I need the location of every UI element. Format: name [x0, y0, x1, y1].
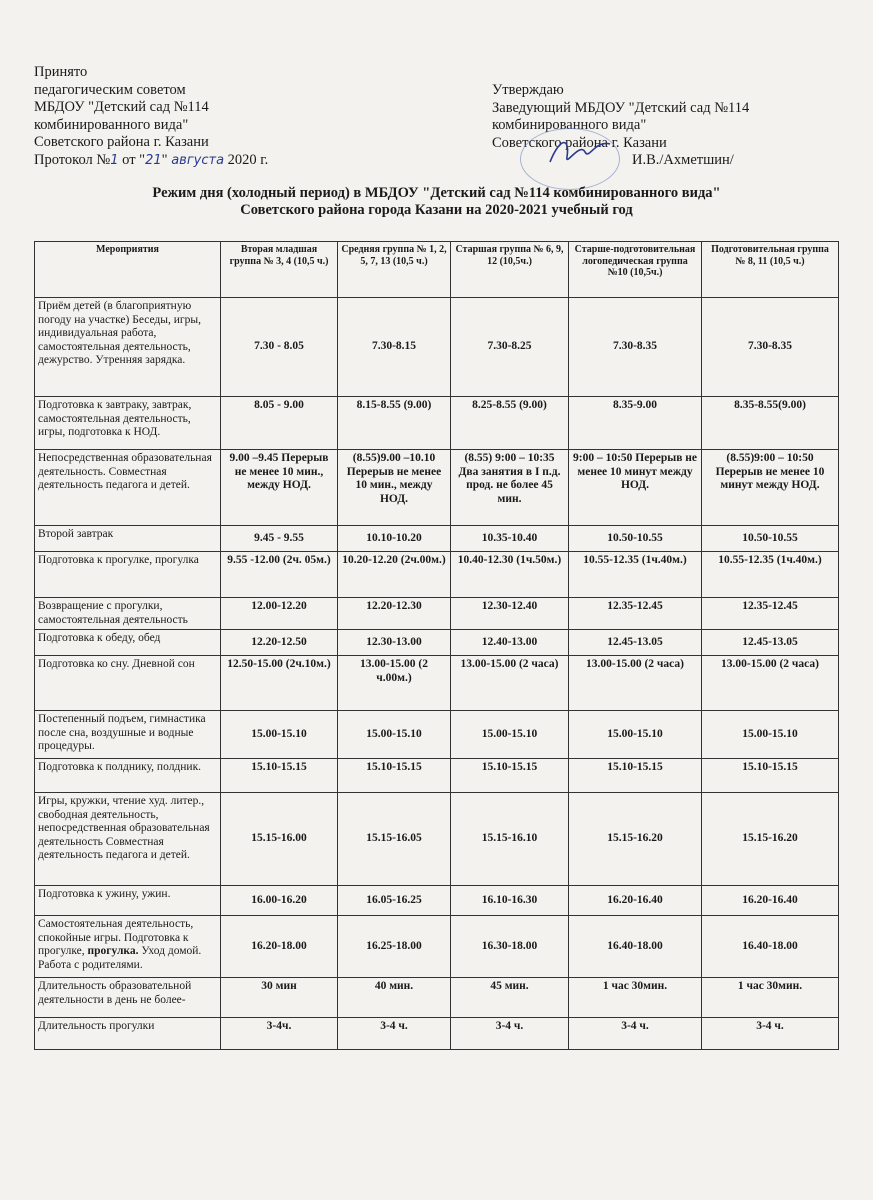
- time-cell: 7.30-8.35: [569, 298, 702, 397]
- table-row: [35, 759, 839, 793]
- activity-cell: Непосредственная образовательная деятельность. Совместная деятельность педагога и детей.: [35, 450, 221, 526]
- time-cell: 10.40-12.30 (1ч.50м.): [451, 552, 569, 598]
- table-row: [35, 793, 839, 886]
- header-group: Старшая группа № 6, 9, 12 (10,5ч.): [451, 242, 569, 298]
- time-cell: 3-4ч.: [221, 1018, 338, 1050]
- table-row: [35, 552, 839, 598]
- time-cell: 15.00-15.10: [221, 711, 338, 759]
- time-cell: 16.20-18.00: [221, 916, 338, 978]
- table-row: [35, 916, 839, 978]
- time-cell: 15.00-15.10: [451, 711, 569, 759]
- time-cell: 15.10-15.15: [702, 759, 839, 793]
- time-cell: 12.35-12.45: [702, 598, 839, 630]
- confirm-line: Утверждаю: [492, 82, 564, 98]
- activity-cell: Подготовка к завтраку, завтрак, самостоятельная деятельность, игры, подготовка к НОД.: [35, 397, 221, 450]
- time-cell: 13.00-15.00 (2 часа): [451, 656, 569, 711]
- activity-cell: Игры, кружки, чтение худ. литер., свободная деятельность, непосредственная образовательная деятельность Совместная деятельность педагога и детей.: [35, 793, 221, 886]
- time-cell: 16.30-18.00: [451, 916, 569, 978]
- activity-cell: Постепенный подъем, гимнастика после сна, воздушные и водные процедуры.: [35, 711, 221, 759]
- header-group: Средняя группа № 1, 2, 5, 7, 13 (10,5 ч.): [338, 242, 451, 298]
- confirm-line: Заведующий МБДОУ "Детский сад №114: [492, 99, 750, 116]
- time-cell: 8.35-8.55(9.00): [702, 397, 839, 450]
- time-cell: 1 час 30мин.: [702, 978, 839, 1018]
- activity-cell: Подготовка к прогулке, прогулка: [35, 552, 221, 598]
- activity-cell: Приём детей (в благоприятную погоду на участке) Беседы, игры, индивидуальная работа, самостоятельная деятельность, дежурство. Утренняя зарядка.: [35, 298, 221, 397]
- time-cell: 30 мин: [221, 978, 338, 1018]
- table-header-row: [35, 242, 839, 298]
- time-cell: 10.55-12.35 (1ч.40м.): [569, 552, 702, 598]
- time-cell: 16.40-18.00: [702, 916, 839, 978]
- time-cell: 15.00-15.10: [702, 711, 839, 759]
- table-row: [35, 656, 839, 711]
- protocol-month: августа: [171, 152, 225, 168]
- schedule-table: [34, 241, 839, 1050]
- time-cell: 12.40-13.00: [451, 630, 569, 656]
- table-row: [35, 598, 839, 630]
- time-cell: 3-4 ч.: [569, 1018, 702, 1050]
- time-cell: 10.20-12.20 (2ч.00м.): [338, 552, 451, 598]
- time-cell: 9:00 – 10:50 Перерыв не менее 10 минут между НОД.: [569, 450, 702, 526]
- activity-cell: Возвращение с прогулки, самостоятельная деятельность: [35, 598, 221, 630]
- time-cell: 8.25-8.55 (9.00): [451, 397, 569, 450]
- time-cell: 10.55-12.35 (1ч.40м.): [702, 552, 839, 598]
- time-cell: 12.30-13.00: [338, 630, 451, 656]
- time-cell: 9.00 –9.45 Перерыв не менее 10 мин., между НОД.: [221, 450, 338, 526]
- table-row: [35, 711, 839, 759]
- activity-cell: Второй завтрак: [35, 526, 221, 552]
- approval-line: комбинированного вида": [34, 116, 189, 133]
- time-cell: 16.25-18.00: [338, 916, 451, 978]
- time-cell: 7.30-8.35: [702, 298, 839, 397]
- time-cell: 15.15-16.00: [221, 793, 338, 886]
- activity-cell: Подготовка к полднику, полдник.: [35, 759, 221, 793]
- time-cell: 7.30 - 8.05: [221, 298, 338, 397]
- time-cell: 8.05 - 9.00: [221, 397, 338, 450]
- time-cell: 1 час 30мин.: [569, 978, 702, 1018]
- time-cell: (8.55)9:00 – 10:50 Перерыв не менее 10 минут между НОД.: [702, 450, 839, 526]
- table-row: [35, 298, 839, 397]
- title-line-2: Советского района города Казани на 2020-2021 учебный год: [240, 202, 633, 218]
- time-cell: 13.00-15.00 (2 ч.00м.): [338, 656, 451, 711]
- approval-line: МБДОУ "Детский сад №114: [34, 99, 209, 115]
- table-row: [35, 886, 839, 916]
- time-cell: 10.35-10.40: [451, 526, 569, 552]
- time-cell: 9.55 -12.00 (2ч. 05м.): [221, 552, 338, 598]
- time-cell: (8.55)9.00 –10.10 Перерыв не менее 10 мин., между НОД.: [338, 450, 451, 526]
- approval-line: педагогическим советом: [34, 81, 186, 98]
- approval-line: Принято: [34, 64, 88, 80]
- time-cell: 15.15-16.05: [338, 793, 451, 886]
- time-cell: 13.00-15.00 (2 часа): [569, 656, 702, 711]
- time-cell: 12.35-12.45: [569, 598, 702, 630]
- page-title: [0, 185, 873, 219]
- time-cell: 15.10-15.15: [569, 759, 702, 793]
- time-cell: (8.55) 9:00 – 10:35 Два занятия в I п.д. прод. не более 45 мин.: [451, 450, 569, 526]
- time-cell: 12.50-15.00 (2ч.10м.): [221, 656, 338, 711]
- protocol-line: Протокол №1 от "21" августа 2020 г.: [34, 151, 269, 168]
- approval-line: Советского района г. Казани: [34, 134, 209, 150]
- activity-cell: Подготовка к ужину, ужин.: [35, 886, 221, 916]
- header-group: Вторая младшая группа № 3, 4 (10,5 ч.): [221, 242, 338, 298]
- table-row: [35, 397, 839, 450]
- time-cell: 16.40-18.00: [569, 916, 702, 978]
- table-row: [35, 526, 839, 552]
- table-row: [35, 1018, 839, 1050]
- time-cell: 12.20-12.30: [338, 598, 451, 630]
- signature-name: И.В./Ахметшин/: [632, 152, 734, 168]
- table-row: [35, 630, 839, 656]
- time-cell: 13.00-15.00 (2 часа): [702, 656, 839, 711]
- time-cell: 16.05-16.25: [338, 886, 451, 916]
- title-line-1: Режим дня (холодный период) в МБДОУ "Детский сад №114 комбинированного вида": [152, 185, 721, 201]
- time-cell: 9.45 - 9.55: [221, 526, 338, 552]
- time-cell: 16.20-16.40: [569, 886, 702, 916]
- table-row: [35, 450, 839, 526]
- time-cell: 45 мин.: [451, 978, 569, 1018]
- table-row: [35, 978, 839, 1018]
- time-cell: 12.45-13.05: [702, 630, 839, 656]
- time-cell: 40 мин.: [338, 978, 451, 1018]
- activity-cell: Подготовка к обеду, обед: [35, 630, 221, 656]
- protocol-number: 1: [110, 152, 119, 168]
- time-cell: 3-4 ч.: [338, 1018, 451, 1050]
- approval-block: [34, 64, 334, 169]
- time-cell: 15.10-15.15: [338, 759, 451, 793]
- time-cell: 10.50-10.55: [702, 526, 839, 552]
- time-cell: 15.10-15.15: [221, 759, 338, 793]
- time-cell: 8.15-8.55 (9.00): [338, 397, 451, 450]
- time-cell: 8.35-9.00: [569, 397, 702, 450]
- time-cell: 15.15-16.10: [451, 793, 569, 886]
- time-cell: 12.20-12.50: [221, 630, 338, 656]
- activity-cell: Длительность прогулки: [35, 1018, 221, 1050]
- time-cell: 15.15-16.20: [702, 793, 839, 886]
- activity-cell: Подготовка ко сну. Дневной сон: [35, 656, 221, 711]
- header-group: Подготовительная группа № 8, 11 (10,5 ч.): [702, 242, 839, 298]
- time-cell: 12.00-12.20: [221, 598, 338, 630]
- activity-cell: Длительность образовательной деятельности в день не более-: [35, 978, 221, 1018]
- time-cell: 15.10-15.15: [451, 759, 569, 793]
- time-cell: 16.20-16.40: [702, 886, 839, 916]
- confirm-line: комбинированного вида": [492, 117, 647, 133]
- header-group: Старше-подготовительная логопедическая группа №10 (10,5ч.): [569, 242, 702, 298]
- time-cell: 10.50-10.55: [569, 526, 702, 552]
- time-cell: 10.10-10.20: [338, 526, 451, 552]
- protocol-day: 21: [145, 152, 162, 168]
- time-cell: 16.10-16.30: [451, 886, 569, 916]
- time-cell: 15.00-15.10: [338, 711, 451, 759]
- time-cell: 12.45-13.05: [569, 630, 702, 656]
- time-cell: 15.00-15.10: [569, 711, 702, 759]
- activity-cell: Самостоятельная деятельность, спокойные игры. Подготовка к прогулке, прогулка. Уход домой. Работа с родителями.: [35, 916, 221, 978]
- time-cell: 12.30-12.40: [451, 598, 569, 630]
- header-activity: Мероприятия: [35, 242, 221, 298]
- time-cell: 15.15-16.20: [569, 793, 702, 886]
- signature-mark: [545, 132, 615, 172]
- time-cell: 3-4 ч.: [451, 1018, 569, 1050]
- time-cell: 3-4 ч.: [702, 1018, 839, 1050]
- time-cell: 16.00-16.20: [221, 886, 338, 916]
- time-cell: 7.30-8.25: [451, 298, 569, 397]
- confirm-line: Советского района г. Казани: [492, 134, 667, 151]
- time-cell: 7.30-8.15: [338, 298, 451, 397]
